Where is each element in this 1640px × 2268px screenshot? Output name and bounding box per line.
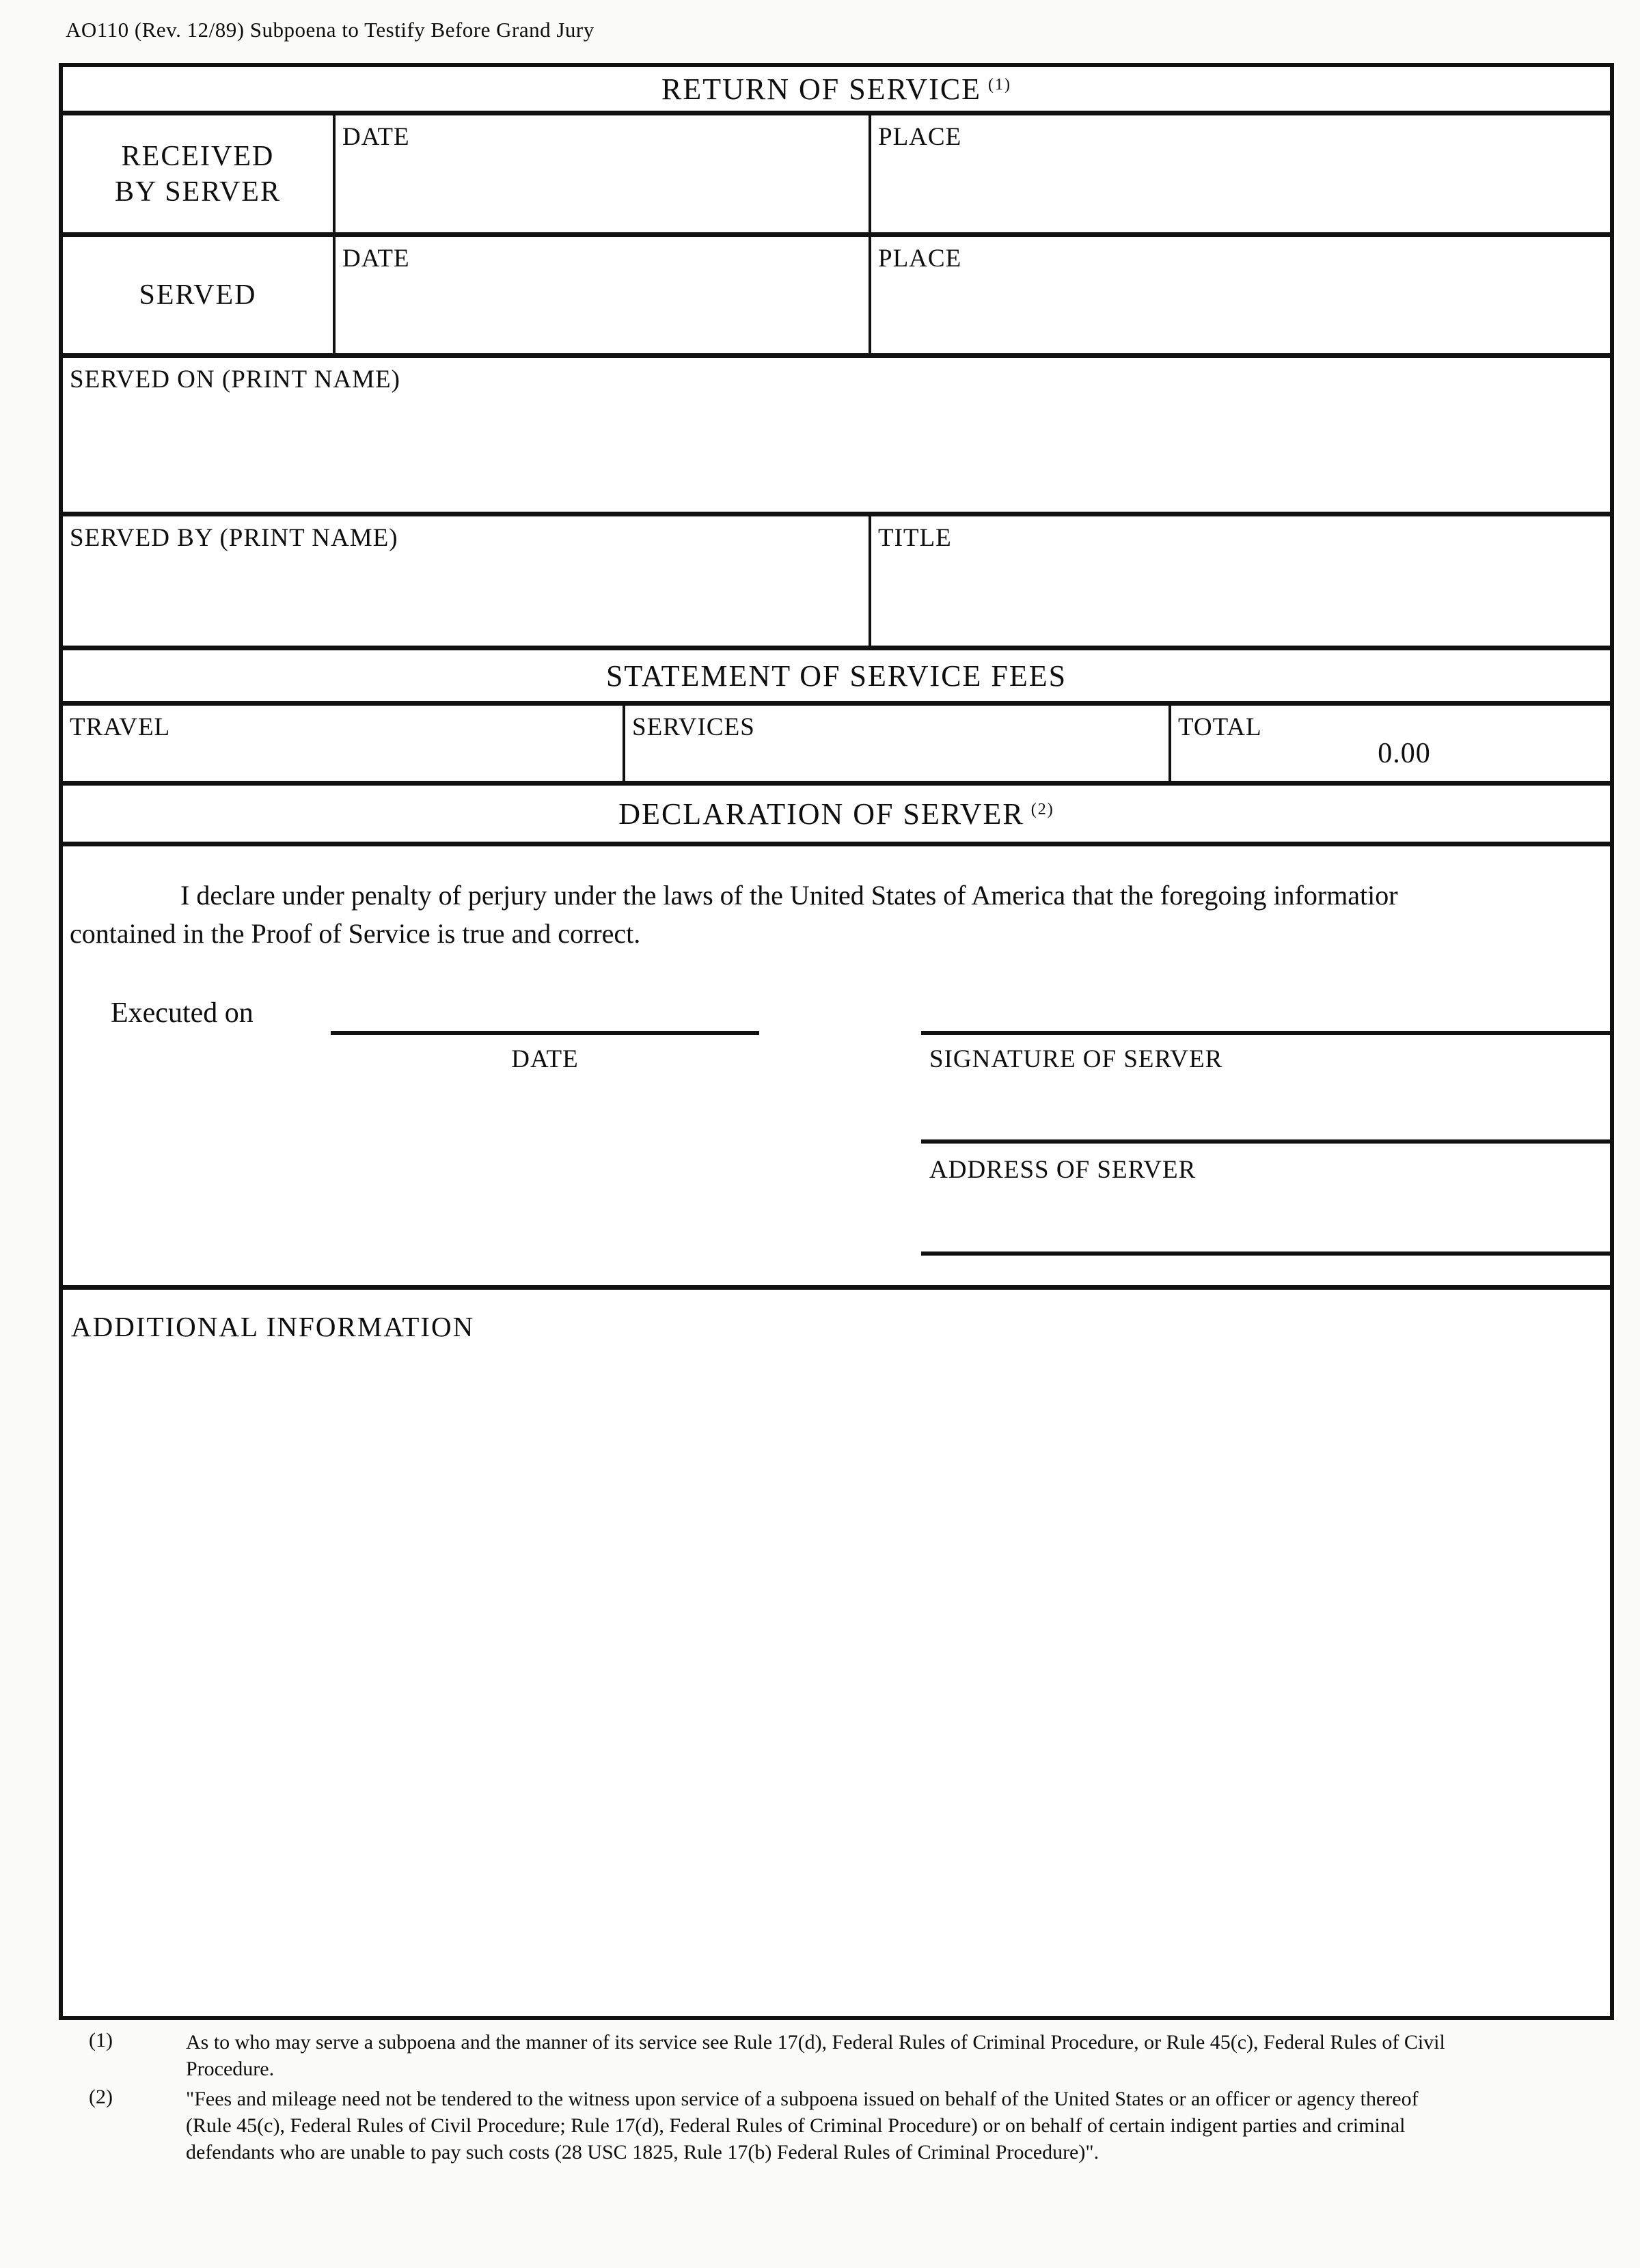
- received-by-server-label-cell: [63, 115, 333, 232]
- section-title-service-fees: STATEMENT OF SERVICE FEES: [605, 659, 1067, 693]
- return-of-service-form: [59, 63, 1614, 2020]
- travel-label: TRAVEL: [70, 713, 171, 741]
- served-place-label: PLACE: [878, 245, 962, 273]
- footnotes: [89, 2029, 1626, 2169]
- served-date-label: DATE: [342, 245, 410, 273]
- total-fee-field[interactable]: [1168, 706, 1610, 781]
- footnote-1-text: As to who may serve a subpoena and the manner of its service see Rule 17(d), Federal Rules of Criminal Procedure, or Rule 45(c), Federal Rules of Civil Procedure.: [186, 2031, 1445, 2080]
- section-title-declaration: DECLARATION OF SERVER: [618, 797, 1024, 831]
- served-by-label: SERVED BY (PRINT NAME): [70, 524, 398, 552]
- server-address-line[interactable]: [921, 1139, 1613, 1144]
- served-on-field[interactable]: [63, 358, 1610, 512]
- footnote-1: [89, 2029, 1626, 2082]
- additional-information-section[interactable]: [63, 1290, 1610, 2024]
- server-address-label: ADDRESS OF SERVER: [929, 1156, 1197, 1184]
- served-place-field[interactable]: [869, 237, 1610, 353]
- footnote-2-marker: (2): [89, 2086, 113, 2108]
- service-fees-title-row: [63, 650, 1610, 706]
- received-by-server-label: RECEIVED BY SERVER: [115, 140, 281, 208]
- served-by-field[interactable]: [63, 516, 869, 646]
- return-of-service-title-row: [63, 67, 1610, 115]
- service-fees-row: [63, 706, 1610, 786]
- served-on-row: [63, 358, 1610, 516]
- served-by-row: [63, 516, 1610, 650]
- server-title-label: TITLE: [878, 524, 952, 552]
- section-title-return-of-service: RETURN OF SERVICE: [661, 72, 982, 106]
- received-by-server-row: [63, 115, 1610, 237]
- received-date-field[interactable]: [333, 115, 869, 232]
- server-signature-label: SIGNATURE OF SERVER: [929, 1045, 1223, 1073]
- total-value: 0.00: [1378, 738, 1431, 769]
- received-place-field[interactable]: [869, 115, 1610, 232]
- executed-on-label: Executed on: [111, 997, 254, 1029]
- services-label: SERVICES: [632, 713, 755, 741]
- executed-date-line[interactable]: [331, 1031, 759, 1035]
- travel-fee-field[interactable]: [63, 706, 623, 781]
- additional-information-label: ADDITIONAL INFORMATION: [71, 1311, 475, 1342]
- served-label: SERVED: [139, 279, 257, 311]
- served-row: [63, 237, 1610, 358]
- served-label-cell: [63, 237, 333, 353]
- footnote-2: [89, 2086, 1626, 2166]
- served-on-label: SERVED ON (PRINT NAME): [70, 365, 400, 393]
- declaration-statement: I declare under penalty of perjury under the laws of the United States of America that the foregoing informatior contained in the Proof of Service is true and correct.: [70, 880, 1398, 949]
- footnote-1-marker: (1): [89, 2029, 113, 2051]
- services-fee-field[interactable]: [623, 706, 1168, 781]
- served-date-field[interactable]: [333, 237, 869, 353]
- server-title-field[interactable]: [869, 516, 1610, 646]
- footnote-ref-2: (2): [1030, 800, 1054, 818]
- declaration-title-row: [63, 786, 1610, 846]
- server-address-line-2[interactable]: [921, 1251, 1613, 1256]
- declaration-section: [63, 846, 1610, 1290]
- received-date-label: DATE: [342, 123, 410, 151]
- server-signature-line[interactable]: [921, 1031, 1613, 1035]
- total-label: TOTAL: [1178, 713, 1262, 741]
- executed-date-label: DATE: [511, 1045, 579, 1073]
- received-place-label: PLACE: [878, 123, 962, 151]
- footnote-2-text: "Fees and mileage need not be tendered to the witness upon service of a subpoena issued on behalf of the United States or an officer or agency thereof (Rule 45(c), Federal Rules of Civil Procedure; Rule 17(d), Federal Rules of Criminal Procedure) or on behalf of certain indigent parties and criminal defendants who are unable to pay such costs (28 USC 1825, Rule 17(b) Federal Rules of Criminal Procedure)".: [186, 2088, 1419, 2163]
- form-id-header: AO110 (Rev. 12/89) Subpoena to Testify Before Grand Jury: [66, 18, 594, 42]
- footnote-ref-1: (1): [988, 75, 1012, 94]
